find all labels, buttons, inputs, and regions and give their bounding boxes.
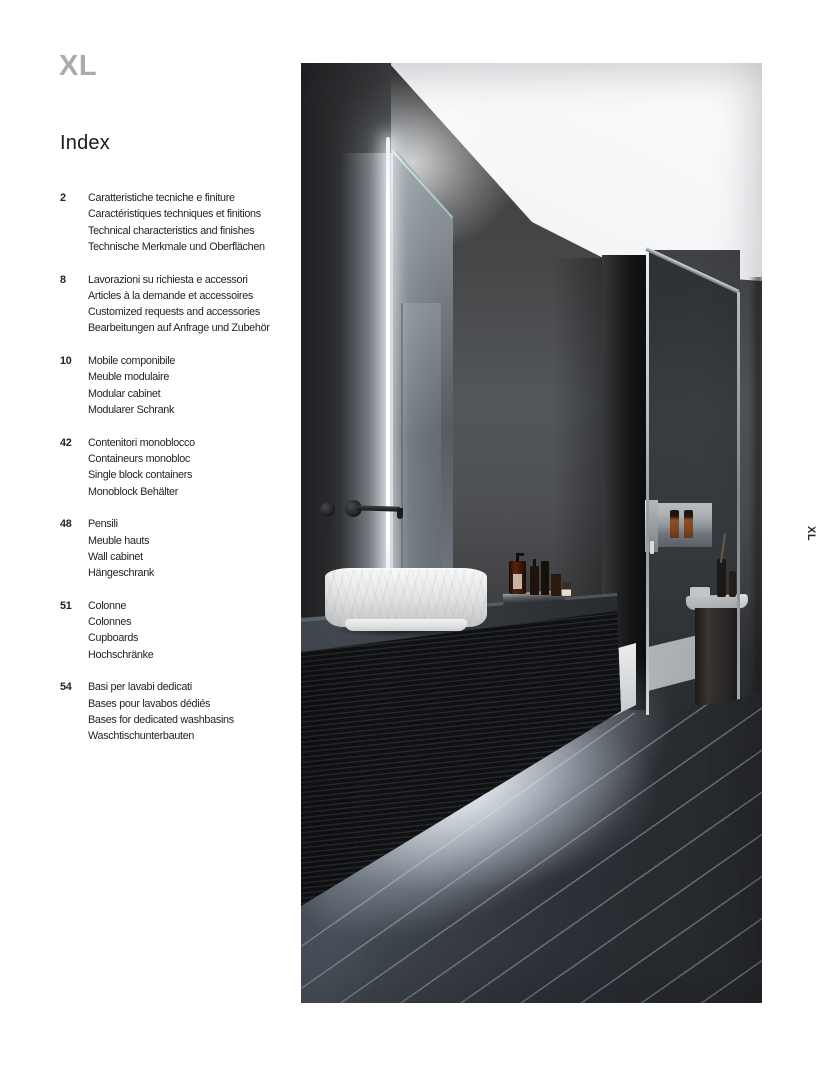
page-number: 48 — [60, 518, 72, 531]
page-number: 10 — [60, 355, 72, 368]
page-number: 42 — [60, 436, 72, 449]
page-title: Index — [60, 132, 110, 154]
page-number: 54 — [60, 681, 72, 694]
index-line-fr: Meuble modulaire — [88, 371, 170, 384]
index-entry — [60, 679, 300, 744]
index-entry — [60, 435, 300, 500]
index-line-fr: Articles à la demande et accessoires — [88, 289, 254, 302]
index-line-it: Mobile componibile — [88, 355, 176, 368]
index-line-en: Customized requests and accessories — [88, 306, 260, 319]
index-list — [60, 190, 300, 761]
index-line-it: Basi per lavabi dedicati — [88, 681, 192, 694]
index-line-fr: Colonnes — [88, 616, 132, 629]
brand-logo: XL — [59, 50, 98, 82]
index-line-fr: Caractéristiques techniques et finitions — [88, 208, 261, 221]
index-line-fr: Bases pour lavabos dédiés — [88, 697, 211, 710]
photo-vignette — [301, 63, 762, 1003]
index-line-en: Single block containers — [88, 469, 193, 482]
index-line-de: Modularer Schrank — [88, 404, 175, 417]
bathroom-photo — [301, 63, 762, 1003]
index-line-it: Caratteristiche tecniche e finiture — [88, 192, 235, 204]
index-line-it: Contenitori monoblocco — [88, 436, 195, 449]
index-line-fr: Meuble hauts — [88, 534, 150, 547]
index-line-de: Technische Merkmale und Oberflächen — [88, 240, 265, 253]
index-line-de: Bearbeitungen auf Anfrage und Zubehör — [88, 322, 270, 335]
index-line-de: Waschtischunterbauten — [88, 730, 195, 743]
index-line-it: Colonne — [88, 599, 127, 612]
index-line-it: Lavorazioni su richiesta e accessori — [88, 273, 248, 286]
page-edge-label: XL — [805, 526, 817, 542]
page-number: 8 — [60, 273, 66, 286]
index-line-de: Hochschränke — [88, 648, 154, 661]
index-line-de: Hängeschrank — [88, 567, 155, 580]
index-line-de: Monoblock Behälter — [88, 485, 179, 498]
index-entry — [60, 190, 300, 255]
index-entry — [60, 353, 300, 418]
index-line-en: Wall cabinet — [88, 550, 143, 563]
index-line-en: Technical characteristics and finishes — [88, 224, 255, 237]
index-line-en: Modular cabinet — [88, 387, 161, 400]
index-line-en: Bases for dedicated washbasins — [88, 714, 234, 727]
page-number: 2 — [60, 192, 66, 204]
index-line-en: Cupboards — [88, 632, 139, 645]
index-line-it: Pensili — [88, 518, 118, 531]
page-number: 51 — [60, 599, 72, 612]
index-line-fr: Containeurs monobloc — [88, 453, 191, 466]
index-entry — [60, 272, 300, 337]
index-entry — [60, 516, 300, 581]
index-entry — [60, 598, 300, 663]
